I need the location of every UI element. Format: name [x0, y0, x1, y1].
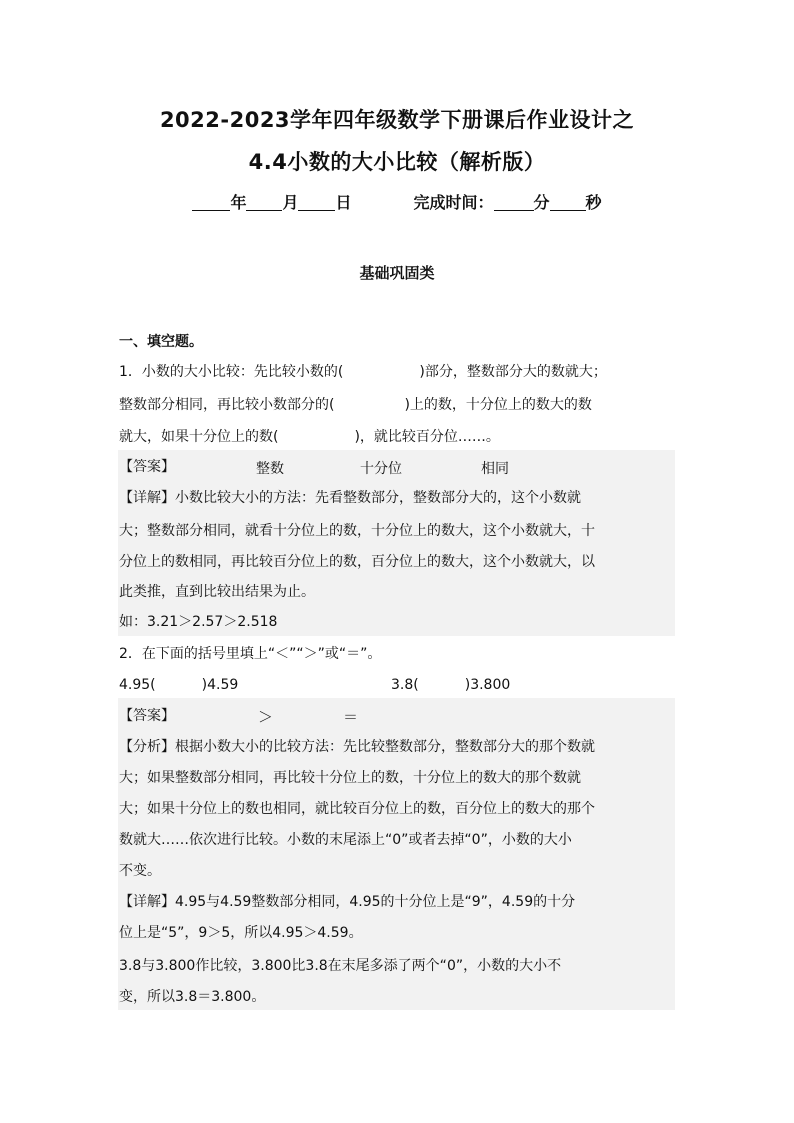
part-heading: 一、填空题。 — [119, 334, 203, 350]
q2-item1: 4.95( )4.59 — [119, 677, 239, 693]
second-blank — [550, 194, 586, 211]
q2-analysis-line1: 【分析】根据小数大小的比较方法：先比较整数部分，整数部分大的那个数就 — [119, 739, 595, 755]
q1-detail-line1: 【详解】小数比较大小的方法：先看整数部分，整数部分大的，这个小数就 — [119, 490, 581, 506]
day-blank — [298, 194, 335, 211]
second-label: 秒 — [585, 193, 602, 212]
q2-answer-label: 【答案】 — [119, 708, 175, 724]
completion-time-label: 完成时间： — [413, 193, 494, 212]
q1-answer-label: 【答案】 — [119, 459, 175, 475]
q1-detail-line2: 大；整数部分相同，就看十分位上的数，十分位上的数大，这个小数就大，十 — [119, 523, 595, 539]
q2-analysis-line4: 数就大……依次进行比较。小数的末尾添上“0”或者去掉“0”，小数的大小 — [119, 832, 572, 848]
day-label: 日 — [335, 193, 352, 212]
q2-analysis-line5: 不变。 — [119, 863, 161, 879]
q2-analysis-line3: 大；如果十分位上的数也相同，就比较百分位上的数，百分位上的数大的那个 — [119, 801, 595, 817]
q1-detail-line4: 此类推，直到比较出结果为止。 — [119, 584, 315, 600]
q2-analysis-line2: 大；如果整数部分相同，再比较十分位上的数，十分位上的数大的那个数就 — [119, 770, 581, 786]
section-title: 基础巩固类 — [359, 264, 435, 282]
month-blank — [246, 194, 282, 211]
q2-detail-line2: 位上是“5”，9＞5，所以4.95＞4.59。 — [119, 925, 363, 941]
q1-answer-1: 整数 — [256, 461, 284, 477]
q1-line2: 整数部分相同，再比较小数部分的( )上的数，十分位上的数大的数 — [119, 397, 592, 413]
year-blank — [192, 194, 230, 211]
q2-answer-1: ＞ — [258, 708, 274, 726]
q2-detail-line3: 3.8与3.800作比较，3.800比3.8在末尾多添了两个“0”，小数的大小不 — [119, 958, 562, 974]
year-label: 年 — [230, 193, 247, 212]
document-title-line2: 4.4小数的大小比较（解析版） — [248, 150, 546, 174]
q2-answer-2: ＝ — [343, 708, 359, 726]
q2-detail-line4: 变，所以3.8＝3.800。 — [119, 989, 266, 1005]
q1-answer-2: 十分位 — [360, 461, 402, 477]
q2-item2: 3.8( )3.800 — [391, 677, 511, 693]
q1-example: 如：3.21＞2.57＞2.518 — [119, 614, 278, 630]
document-title-line1: 2022-2023学年四年级数学下册课后作业设计之 — [159, 108, 635, 132]
q1-line1: 1．小数的大小比较：先比较小数的( )部分，整数部分大的数就大； — [119, 364, 607, 380]
date-time-line — [0, 190, 794, 213]
minute-blank — [494, 194, 534, 211]
q1-answer-3: 相同 — [481, 461, 509, 477]
q1-line3: 就大，如果十分位上的数( )，就比较百分位……。 — [119, 429, 500, 445]
q1-detail-line3: 分位上的数相同，再比较百分位上的数，百分位上的数大，这个小数就大，以 — [119, 554, 595, 570]
minute-label: 分 — [533, 193, 550, 212]
q2-detail-line1: 【详解】4.95与4.59整数部分相同，4.95的十分位上是“9”，4.59的十分 — [119, 894, 576, 910]
q2-stem: 2．在下面的括号里填上“＜”“＞”或“＝”。 — [119, 646, 382, 662]
month-label: 月 — [282, 193, 299, 212]
